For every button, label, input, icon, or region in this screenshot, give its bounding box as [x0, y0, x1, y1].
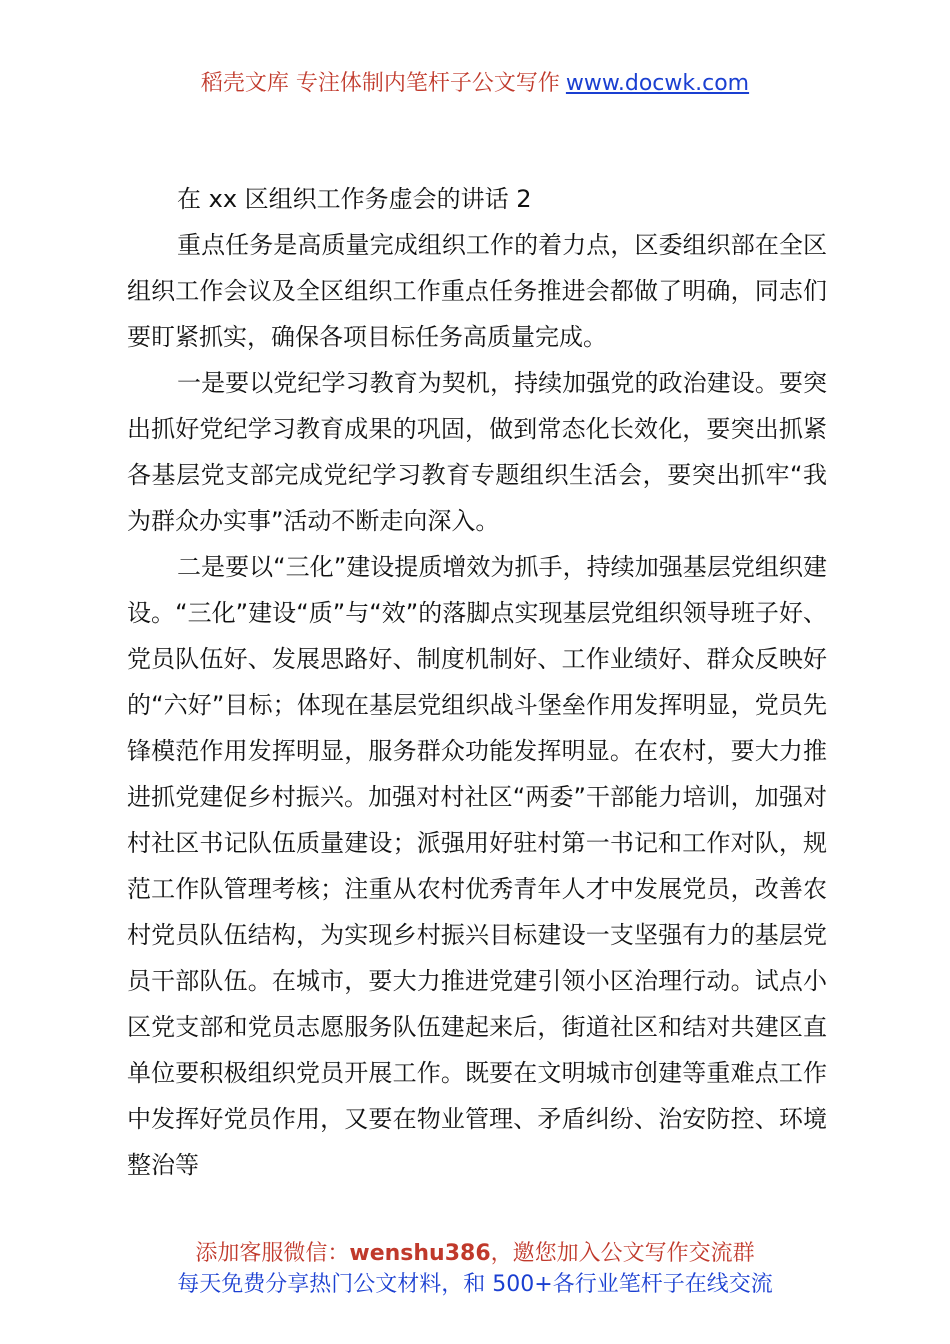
footer-line-1: [0, 1238, 950, 1269]
paragraph-1: 重点任务是高质量完成组织工作的着力点，区委组织部在全区组织工作会议及全区组织工作重点任务推进会都做了明确，同志们要盯紧抓实，确保各项目标任务高质量完成。: [127, 231, 827, 351]
footer-wechat-id: wenshu386: [349, 1241, 491, 1266]
header-brand: 稻壳文库 专注体制内笔杆子公文写作: [200, 71, 560, 96]
footer-wechat-prefix: 添加客服微信：: [195, 1241, 350, 1266]
footer-wechat-suffix: ，邀您加入公文写作交流群: [490, 1241, 755, 1266]
footer-line-2: 每天免费分享热门公文材料，和 500+各行业笔杆子在线交流: [177, 1272, 773, 1297]
watermark-footer: [0, 1238, 950, 1300]
paragraph-3: 二是要以“三化”建设提质增效为抓手，持续加强基层党组织建设。“三化”建设“质”与“效”的落脚点实现基层党组织领导班子好、党员队伍好、发展思路好、制度机制好、工作业绩好、群众反映好的“六好”目标；体现在基层党组织战斗堡垒作用发挥明显，党员先锋模范作用发挥明显，服务群众功能发挥明显。在农村，要大力推进抓党建促乡村振兴。加强对村社区“两委”干部能力培训，加强对村社区书记队伍质量建设；派强用好驻村第一书记和工作对队，规范工作队管理考核；注重从农村优秀青年人才中发展党员，改善农村党员队伍结构，为实现乡村振兴目标建设一支坚强有力的基层党员干部队伍。在城市，要大力推进党建引领小区治理行动。试点小区党支部和党员志愿服务队伍建起来后，街道社区和结对共建区直单位要积极组织党员开展工作。既要在文明城市创建等重难点工作中发挥好党员作用，又要在物业管理、矛盾纠纷、治安防控、环境整治等: [127, 553, 827, 1179]
header-url-link[interactable]: www.docwk.com: [565, 71, 750, 96]
document-body: [127, 176, 827, 1188]
paragraph-2: 一是要以党纪学习教育为契机，持续加强党的政治建设。要突出抓好党纪学习教育成果的巩固，做到常态化长效化，要突出抓紧各基层党支部完成党纪学习教育专题组织生活会，要突出抓牢“我为群众办实事”活动不断走向深入。: [127, 369, 827, 535]
document-title: 在 xx 区组织工作务虚会的讲话 2: [177, 185, 532, 213]
watermark-header: [0, 68, 950, 100]
